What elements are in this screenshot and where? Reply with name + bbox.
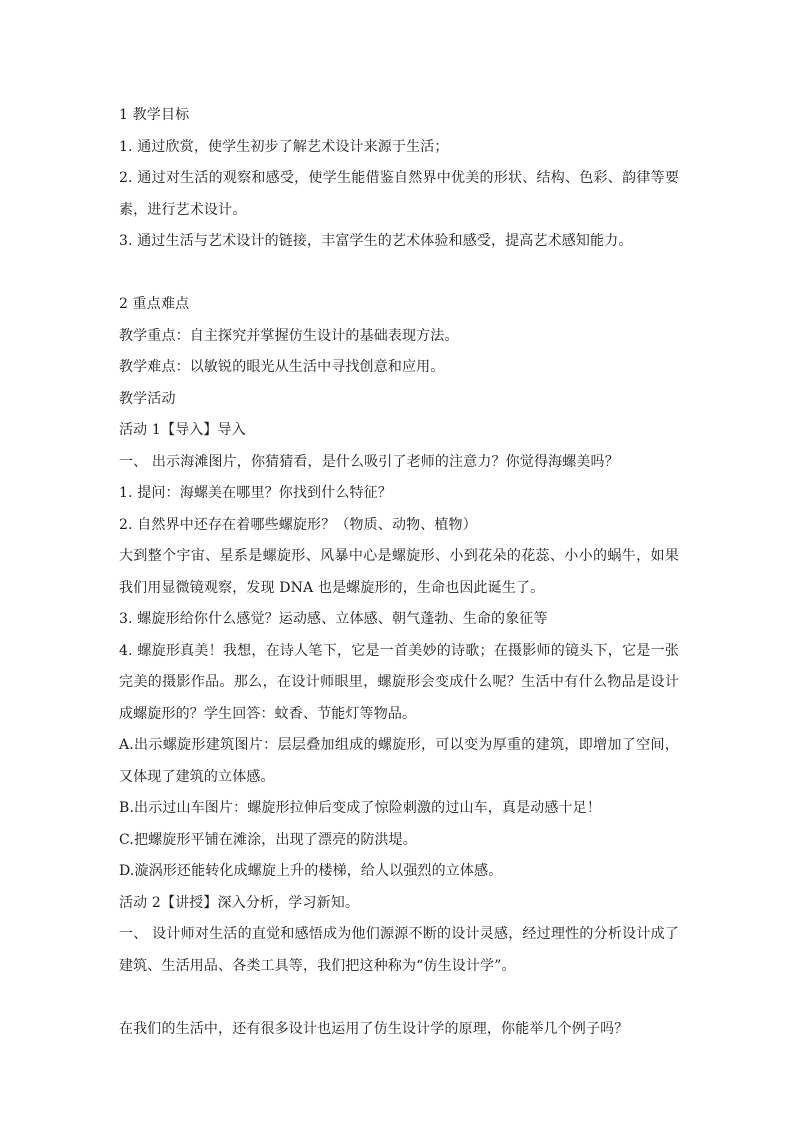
objective-item-3: 3. 通过生活与艺术设计的链接，丰富学生的艺术体验和感受，提高艺术感知能力。	[119, 233, 633, 249]
activity-1-title: 活动 1【导入】导入	[119, 422, 246, 438]
activity-1-question-2: 2. 自然界中还存在着哪些螺旋形？（物质、动物、植物）	[119, 516, 477, 533]
objective-item-2: 2. 通过对生活的观察和感受，使学生能借鉴自然界中优美的形状、结构、色彩、韵律等要素，进行艺术设计。	[119, 170, 679, 218]
key-point-text: 教学重点：自主探究并掌握仿生设计的基础表现方法。	[119, 327, 459, 344]
objective-item-1: 1. 通过欣赏，使学生初步了解艺术设计来源于生活；	[119, 138, 449, 155]
activity-1-paragraph: 大到整个宇宙、星系是螺旋形、风暴中心是螺旋形、小到花朵的花蕊、小小的蜗牛，如果我们用显微镜观察，发现 DNA 也是螺旋形的，生命也因此诞生了。	[119, 548, 679, 596]
activity-1-item-a: A.出示螺旋形建筑图片：层层叠加组成的螺旋形，可以变为厚重的建筑，即增加了空间，又体现了建筑的立体感。	[119, 737, 679, 785]
section-heading-key-points: 2 重点难点	[119, 296, 190, 312]
activity-1-intro: 一、 出示海滩图片，你猜猜看，是什么吸引了老师的注意力？你觉得海螺美吗？	[119, 453, 619, 470]
document-body	[119, 100, 679, 1045]
activity-2-paragraph-2: 在我们的生活中，还有很多设计也运用了仿生设计学的原理，你能举几个例子吗？	[119, 1020, 629, 1037]
spacer	[119, 982, 679, 1014]
activity-1-item-d: D.漩涡形还能转化成螺旋上升的楼梯，给人以强烈的立体感。	[119, 863, 503, 879]
section-heading-activities: 教学活动	[119, 390, 176, 407]
activity-1-item-c: C.把螺旋形平铺在滩涂，出现了漂亮的防洪堤。	[119, 831, 417, 848]
activity-1-question-1: 1. 提问：海螺美在哪里？你找到什么特征？	[119, 485, 392, 501]
activity-1-question-3: 3. 螺旋形给你什么感觉？运动感、立体感、朝气蓬勃、生命的象征等	[119, 611, 548, 627]
spacer	[119, 258, 679, 290]
section-heading-objectives: 1 教学目标	[119, 107, 190, 123]
activity-2-paragraph-1: 一、 设计师对生活的直觉和感悟成为他们源源不断的设计灵感，经过理性的分析设计成了建筑、生活用品、各类工具等，我们把这种称为“仿生设计学”。	[119, 926, 679, 974]
difficulty-text: 教学难点：以敏锐的眼光从生活中寻找创意和应用。	[119, 359, 445, 375]
activity-1-question-4: 4. 螺旋形真美！我想，在诗人笔下，它是一首美妙的诗歌；在摄影师的镜头下，它是一张完美的摄影作品。那么，在设计师眼里，螺旋形会变成什么呢？生活中有什么物品是设计成螺旋形的？学生回答：蚊香、节能灯等物品。	[119, 642, 679, 722]
activity-1-item-b: B.出示过山车图片：螺旋形拉伸后变成了惊险刺激的过山车，真是动感十足！	[119, 800, 601, 816]
activity-2-title: 活动 2【讲授】深入分析，学习新知。	[119, 894, 360, 911]
